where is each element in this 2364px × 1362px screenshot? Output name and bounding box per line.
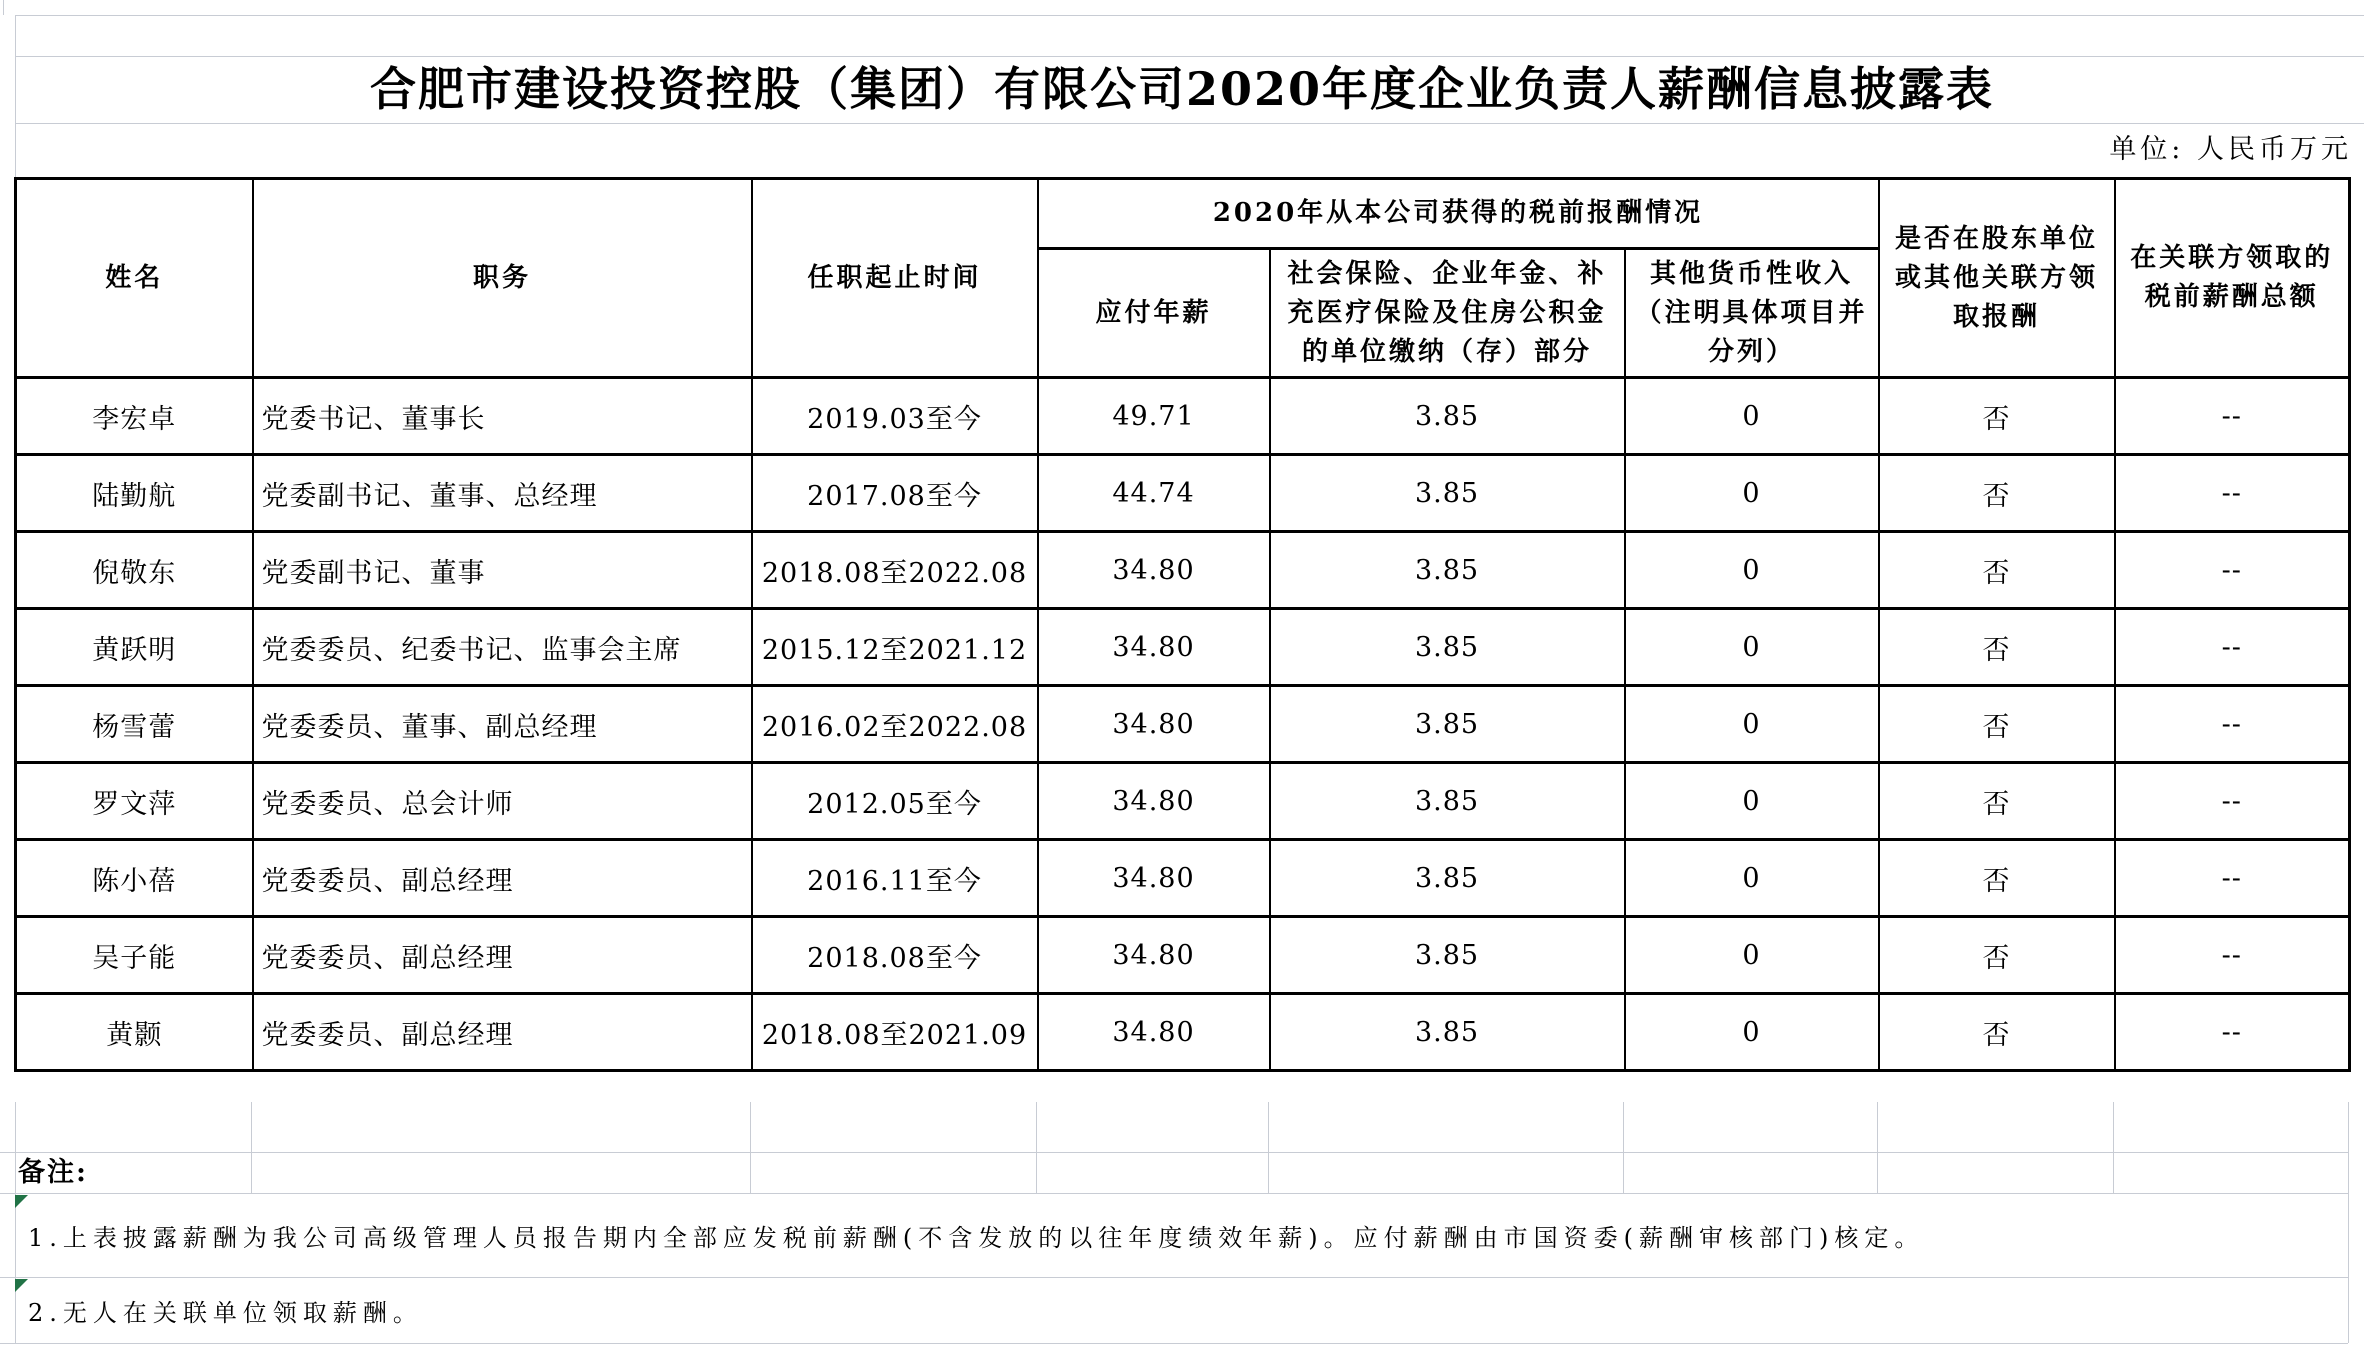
cell-related-total: --: [2115, 609, 2350, 686]
table-row: [16, 378, 2350, 455]
cell-name: 杨雪蕾: [16, 686, 253, 763]
cell-other-income: 0: [1625, 917, 1879, 994]
cell-insurance: 3.85: [1270, 609, 1625, 686]
unit-label: 单位: 人民币万元: [2109, 134, 2352, 165]
cell-related-total: --: [2115, 455, 2350, 532]
table-row: [16, 994, 2350, 1071]
cell-shareholder-pay: 否: [1879, 378, 2115, 455]
header-term: 任职起止时间: [752, 179, 1038, 378]
cell-related-total: --: [2115, 763, 2350, 840]
cell-name: 陈小蓓: [16, 840, 253, 917]
cell-insurance: 3.85: [1270, 994, 1625, 1071]
gridline: [1623, 1102, 1624, 1193]
header-name: 姓名: [16, 179, 253, 378]
gridline: [1268, 1102, 1269, 1193]
cell-term: 2019.03至今: [752, 378, 1038, 455]
cell-position: 党委副书记、董事: [253, 532, 752, 609]
cell-term: 2016.02至2022.08: [752, 686, 1038, 763]
salary-disclosure-table: [14, 177, 2351, 1072]
cell-salary: 49.71: [1038, 378, 1270, 455]
cell-other-income: 0: [1625, 840, 1879, 917]
cell-insurance: 3.85: [1270, 378, 1625, 455]
cell-name: 李宏卓: [16, 378, 253, 455]
table-row: [16, 532, 2350, 609]
gridline: [1877, 1102, 1878, 1193]
gridline: [251, 1102, 252, 1193]
cell-salary: 34.80: [1038, 609, 1270, 686]
cell-other-income: 0: [1625, 994, 1879, 1071]
cell-shareholder-pay: 否: [1879, 917, 2115, 994]
cell-other-income: 0: [1625, 763, 1879, 840]
header-insurance: 社会保险、企业年金、补充医疗保险及住房公积金的单位缴纳（存）部分: [1270, 249, 1625, 378]
cell-shareholder-pay: 否: [1879, 994, 2115, 1071]
cell-related-total: --: [2115, 840, 2350, 917]
cell-name: 倪敬东: [16, 532, 253, 609]
cell-insurance: 3.85: [1270, 532, 1625, 609]
gridline: [750, 1102, 751, 1193]
cell-term: 2012.05至今: [752, 763, 1038, 840]
table-row: [16, 840, 2350, 917]
header-position: 职务: [253, 179, 752, 378]
cell-shareholder-pay: 否: [1879, 455, 2115, 532]
cell-name: 黄颢: [16, 994, 253, 1071]
header-salary: 应付年薪: [1038, 249, 1270, 378]
cell-salary: 34.80: [1038, 532, 1270, 609]
cell-salary: 34.80: [1038, 840, 1270, 917]
cell-name: 黄跃明: [16, 609, 253, 686]
cell-name: 罗文萍: [16, 763, 253, 840]
gridline: [15, 15, 2364, 16]
cell-name: 吴子能: [16, 917, 253, 994]
cell-salary: 34.80: [1038, 994, 1270, 1071]
cell-name: 陆勤航: [16, 455, 253, 532]
gridline: [0, 1152, 2348, 1153]
cell-position: 党委委员、总会计师: [253, 763, 752, 840]
gridline: [15, 123, 2364, 124]
table-row: [16, 917, 2350, 994]
cell-other-income: 0: [1625, 455, 1879, 532]
table-row: [16, 609, 2350, 686]
cell-related-total: --: [2115, 378, 2350, 455]
cell-other-income: 0: [1625, 532, 1879, 609]
cell-term: 2016.11至今: [752, 840, 1038, 917]
cell-position: 党委委员、副总经理: [253, 840, 752, 917]
table-row: [16, 763, 2350, 840]
cell-position: 党委委员、副总经理: [253, 917, 752, 994]
cell-insurance: 3.85: [1270, 917, 1625, 994]
cell-position: 党委委员、副总经理: [253, 994, 752, 1071]
cell-related-total: --: [2115, 917, 2350, 994]
header-row-1: [16, 179, 2350, 249]
cell-term: 2015.12至2021.12: [752, 609, 1038, 686]
cell-shareholder-pay: 否: [1879, 609, 2115, 686]
cell-term: 2018.08至2021.09: [752, 994, 1038, 1071]
cell-other-income: 0: [1625, 378, 1879, 455]
cell-insurance: 3.85: [1270, 840, 1625, 917]
cell-salary: 34.80: [1038, 686, 1270, 763]
table-row: [16, 455, 2350, 532]
cell-salary: 34.80: [1038, 917, 1270, 994]
cell-position: 党委委员、董事、副总经理: [253, 686, 752, 763]
gridline: [3, 0, 4, 15]
cell-insurance: 3.85: [1270, 686, 1625, 763]
cell-related-total: --: [2115, 686, 2350, 763]
cell-shareholder-pay: 否: [1879, 763, 2115, 840]
cell-term: 2017.08至今: [752, 455, 1038, 532]
remarks-label: 备注:: [18, 1157, 88, 1188]
cell-position: 党委副书记、董事、总经理: [253, 455, 752, 532]
cell-term: 2018.08至今: [752, 917, 1038, 994]
cell-other-income: 0: [1625, 686, 1879, 763]
cell-shareholder-pay: 否: [1879, 686, 2115, 763]
gridline: [1036, 1102, 1037, 1193]
note-2: 2.无人在关联单位领取薪酬。: [28, 1298, 423, 1327]
cell-shareholder-pay: 否: [1879, 532, 2115, 609]
header-shareholder-pay: 是否在股东单位或其他关联方领取报酬: [1879, 179, 2115, 378]
cell-salary: 34.80: [1038, 763, 1270, 840]
cell-position: 党委委员、纪委书记、监事会主席: [253, 609, 752, 686]
gridline: [2348, 1102, 2349, 1343]
cell-insurance: 3.85: [1270, 763, 1625, 840]
gridline: [2113, 1102, 2114, 1193]
cell-position: 党委书记、董事长: [253, 378, 752, 455]
cell-other-income: 0: [1625, 609, 1879, 686]
header-pretax-group: 2020年从本公司获得的税前报酬情况: [1038, 179, 1879, 249]
cell-salary: 44.74: [1038, 455, 1270, 532]
cell-related-total: --: [2115, 532, 2350, 609]
cell-insurance: 3.85: [1270, 455, 1625, 532]
cell-shareholder-pay: 否: [1879, 840, 2115, 917]
page-title: 合肥市建设投资控股（集团）有限公司2020年度企业负责人薪酬信息披露表: [369, 62, 1995, 116]
header-other-income: 其他货币性收入（注明具体项目并分列）: [1625, 249, 1879, 378]
note-1: 1.上表披露薪酬为我公司高级管理人员报告期内全部应发税前薪酬(不含发放的以往年度绩效年薪)。应付薪酬由市国资委(薪酬审核部门)核定。: [28, 1223, 1925, 1252]
cell-related-total: --: [2115, 994, 2350, 1071]
header-related-total: 在关联方领取的税前薪酬总额: [2115, 179, 2350, 378]
gridline: [0, 1343, 2348, 1344]
table-row: [16, 686, 2350, 763]
cell-term: 2018.08至2022.08: [752, 532, 1038, 609]
